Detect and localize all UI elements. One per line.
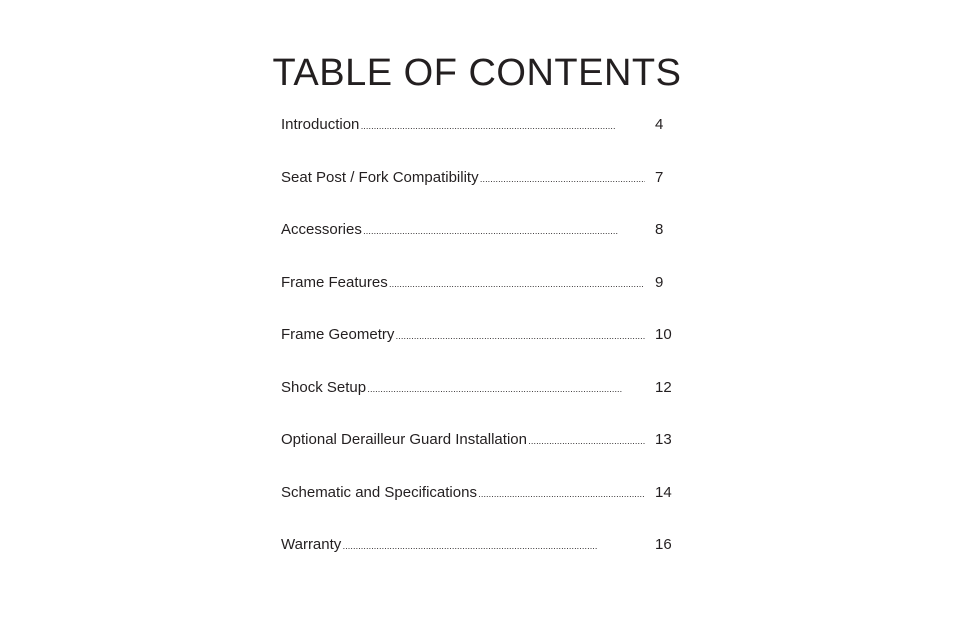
toc-entry-page-number: 13: [655, 431, 672, 448]
toc-entry-label: Accessories . . .: [281, 217, 645, 244]
toc-entry-frame-features[interactable]: [281, 270, 681, 296]
toc-entry-page-number: 10: [655, 326, 672, 343]
toc-entry-label: Frame Geometry . . .: [281, 322, 645, 349]
toc-entry-label: Introduction . . .: [281, 112, 645, 139]
toc-list: [281, 112, 681, 585]
toc-entry-shock-setup[interactable]: [281, 375, 681, 401]
toc-entry-label: Schematic and Specifications . . .: [281, 480, 645, 507]
toc-entry-page-number: 4: [655, 116, 664, 133]
toc-entry-introduction[interactable]: [281, 112, 681, 138]
toc-entry-page-number: 14: [655, 483, 672, 501]
toc-entry-seat-post-fork-compatibility[interactable]: [281, 165, 681, 191]
toc-entry-page-number: 9: [655, 273, 664, 291]
toc-entry-label: Warranty . . .: [281, 532, 645, 559]
toc-entry-page-number: 7: [655, 168, 664, 186]
toc-entry-page-number: 12: [655, 378, 672, 396]
toc-entry-label: Optional Derailleur Guard Installation . . .: [281, 427, 645, 454]
page-title: TABLE OF CONTENTS: [272, 52, 682, 94]
toc-entry-label: Frame Features . . .: [281, 270, 645, 297]
toc-entry-label: Shock Setup . . .: [281, 375, 645, 402]
toc-entry-accessories[interactable]: [281, 217, 681, 243]
toc-entry-warranty[interactable]: [281, 532, 681, 558]
toc-entry-schematic-and-specifications[interactable]: [281, 480, 681, 506]
toc-entry-label: Seat Post / Fork Compatibility . . .: [281, 165, 645, 192]
toc-entry-page-number: 16: [655, 536, 672, 553]
toc-entry-page-number: 8: [655, 221, 664, 238]
toc-entry-frame-geometry[interactable]: [281, 322, 681, 348]
toc-entry-optional-derailleur-guard-installation[interactable]: [281, 427, 681, 453]
